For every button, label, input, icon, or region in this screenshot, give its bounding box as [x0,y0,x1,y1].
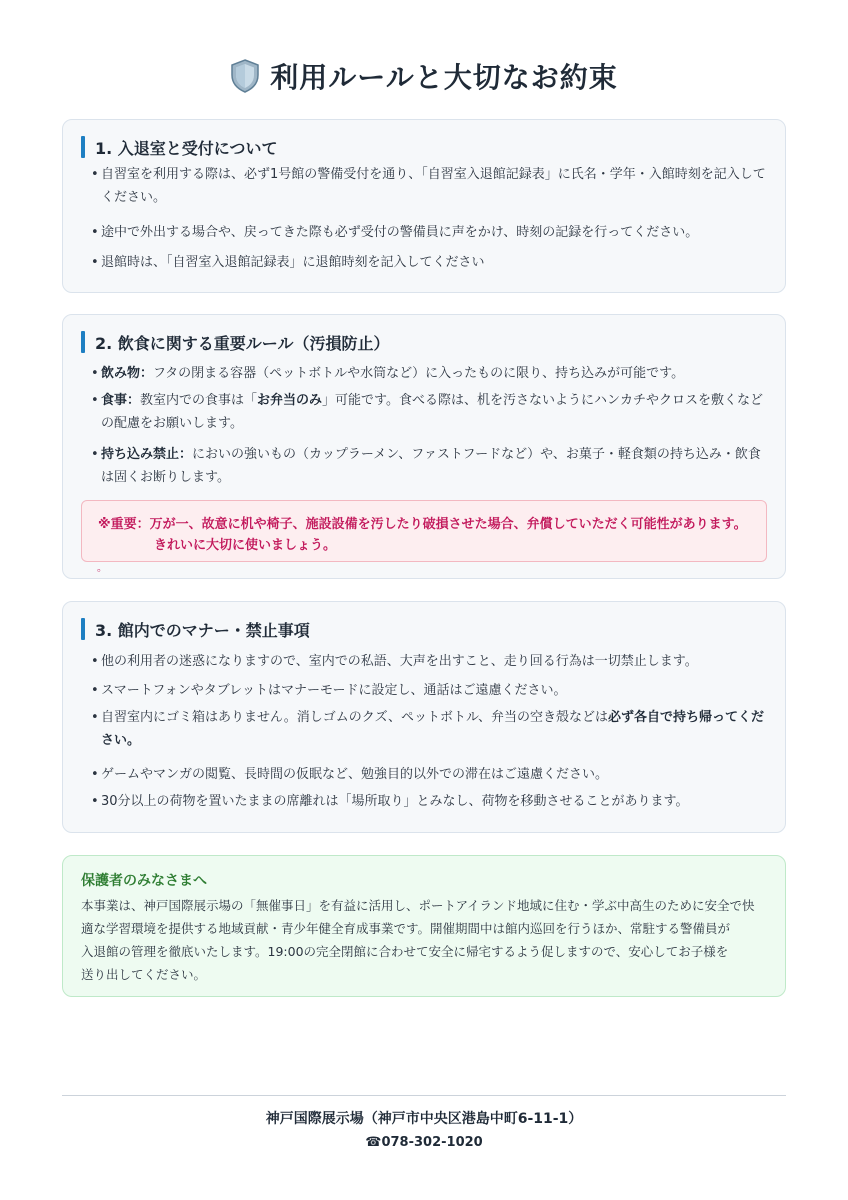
bullet: • [91,447,99,462]
page-header [0,52,848,100]
heading-accent-bar [81,618,85,640]
guardian-line: 入退館の管理を徹底いたします。19:00の完全閉館に合わせて安全に帰宅するよう促しますので、安心してお子様を [81,944,729,959]
list-item [91,790,771,813]
list-item [91,163,771,209]
list-item [91,251,771,274]
bullet: • [91,393,99,408]
list-item [91,389,771,435]
heading-accent-bar [81,136,85,158]
section-title: 3. 館内でのマナー・禁止事項 [95,620,310,640]
section-title: 1. 入退室と受付について [95,138,278,158]
bullet: • [91,710,99,725]
rule-text: フタの閉まる容器（ペットボトルや水筒など）に入ったものに限り、持ち込みが可能です。 [153,366,685,381]
rule-emphasis: お弁当のみ [257,393,323,408]
list-item [91,443,771,489]
guardian-line: 本事業は、神戸国際展示場の「無催事日」を有益に活用し、ポートアイランド地域に住む・学ぶ中高生のために安全で快 [81,898,755,913]
section-heading [81,136,277,158]
rule-text: 教室内での食事は「 [140,393,258,408]
list-item-text: 30分以上の荷物を置いたままの席離れは「場所取り」とみなし、荷物を移動させることがあります。 [101,794,689,809]
list-item-text: 自習室を利用する際は、必ず1号館の警備受付を通り、「自習室入退館記録表」に氏名・学年・入館時刻を記入してください。 [101,167,766,205]
list-item-text: 途中で外出する場合や、戻ってきた際も必ず受付の警備員に声をかけ、時刻の記録を行ってください。 [101,225,699,240]
guardian-body [81,894,769,986]
footer-phone: ☎078-302-1020 [365,1135,483,1150]
section-entry-exit [62,119,786,293]
list-item [91,706,771,752]
list-item [91,221,771,244]
bullet: • [91,167,99,182]
section-heading [81,331,389,353]
rule-label: 持ち込み禁止： [101,447,193,462]
notice-text: きれいに大切に使いましょう。 [154,538,337,553]
bullet: • [91,767,99,782]
notice-tail: 。 [97,563,107,574]
guardian-line: 適な学習環境を提供する地域貢献・青少年健全育成事業です。開催期間中は館内巡回を行うほか、常駐する警備員が [81,921,731,936]
bullet: • [91,255,99,270]
section-title: 2. 飲食に関する重要ルール（汚損防止） [95,333,390,353]
list-item [91,362,771,385]
rule-label: 食事： [101,393,141,408]
bullet: • [91,654,99,669]
footer-address: 神戸国際展示場（神戸市中央区港島中町6-11-1） [265,1111,583,1127]
list-item [91,763,771,786]
heading-accent-bar [81,331,85,353]
list-item-text: スマートフォンやタブレットはマナーモードに設定し、通話はご遠慮ください。 [101,683,567,698]
bullet: • [91,366,99,381]
list-item [91,650,771,673]
list-item-text: ゲームやマンガの閲覧、長時間の仮眠など、勉強目的以外での滞在はご遠慮ください。 [101,767,609,782]
rule-label: 飲み物： [101,366,154,381]
list-item-text: 自習室内にゴミ箱はありません。消しゴムのクズ、ペットボトル、弁当の空き殻などは [101,710,609,725]
section-heading [81,618,310,640]
list-item-text: 他の利用者の迷惑になりますので、室内での私語、大声を出すこと、走り回る行為は一切禁止します。 [101,654,698,669]
footer-divider [62,1095,786,1096]
rule-text: においの強いもの（カップラーメン、ファストフードなど）や、お菓子・軽食類の持ち込み・飲食は固くお断りします。 [101,447,761,485]
bullet: • [91,683,99,698]
list-item-text: 退館時は、「自習室入退館記録表」に退館時刻を記入してください [101,255,485,270]
shield-icon [230,59,260,93]
guardian-title: 保護者のみなさまへ [81,873,207,889]
section-food-rules [62,314,786,579]
important-notice [81,500,767,562]
list-item-emphasis: 必ず各自で持ち帰ってください。 [101,710,765,748]
bullet: • [91,225,99,240]
list-item [91,679,771,702]
page-title: 利用ルールと大切なお約束 [270,61,618,94]
bullet: • [91,794,99,809]
section-manners [62,601,786,833]
rule-text: 」可能です。食べる際は、机を汚さないようにハンカチやクロスを敷くなどの配慮をお願いします。 [101,393,764,431]
guardian-line: 送り出してください。 [81,967,207,982]
notice-text: ※重要：万が一、故意に机や椅子、施設設備を汚したり破損させた場合、弁償していただく可能性があります。 [98,517,747,532]
guardian-notice [62,855,786,997]
